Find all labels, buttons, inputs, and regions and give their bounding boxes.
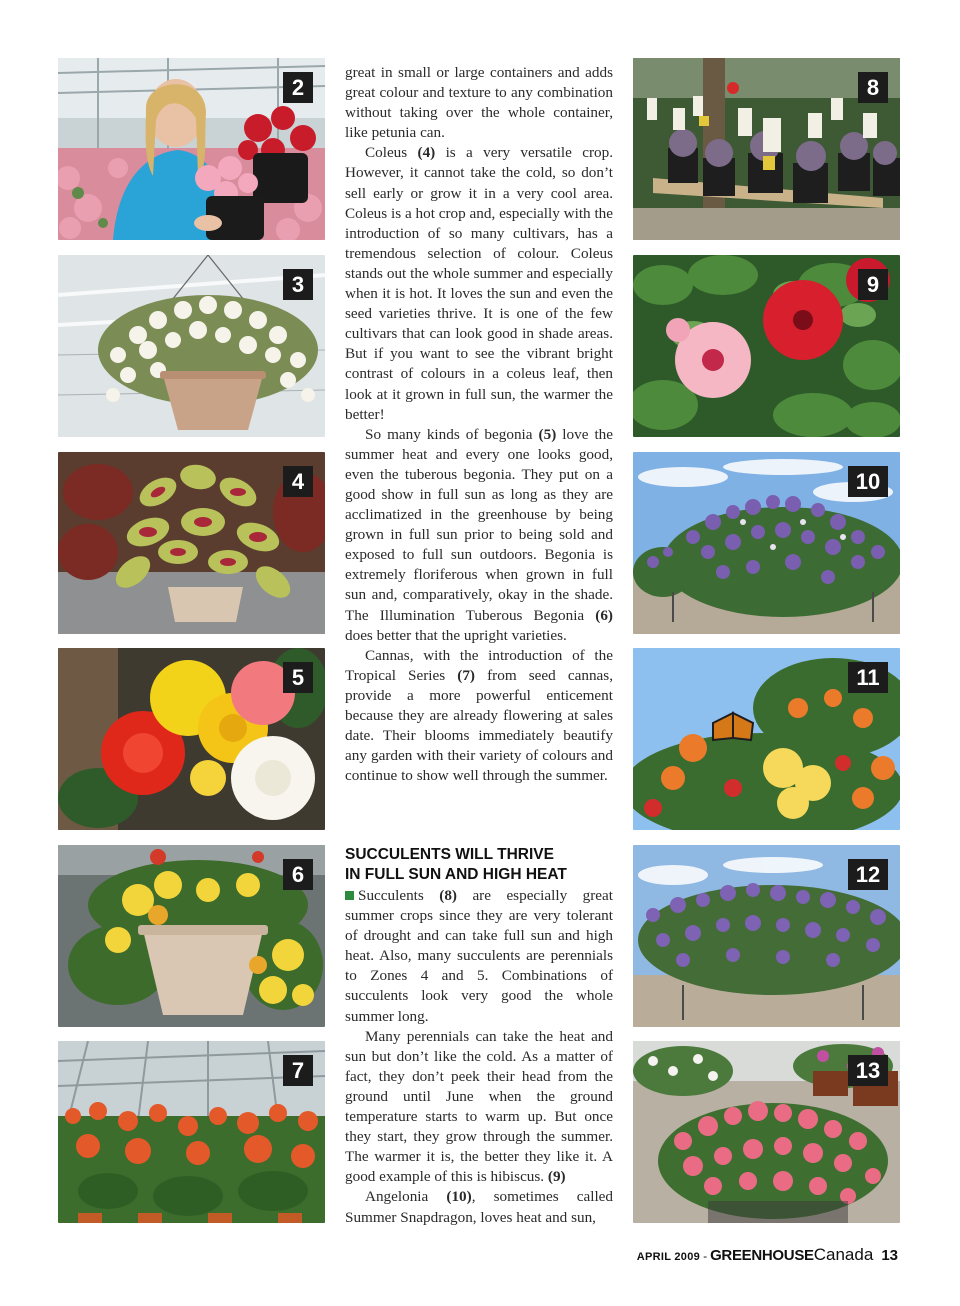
article-paragraph: Coleus (4) is a very versatile crop. However, it cannot take the cold, so don’t sell early or grow it in a very cool area. Coleus is a hot crop and, especially with the introduction of so many cultivars, has a tremendous selection of colour. Coleus stands out the whole summer and especially when it is hot. It loves the sun and even the seed varieties thrive. It is one of the few cultivars that can look good in shade areas. But if you want to see the vibrant bright contrast of colours in a coleus leaf, then look at it grown in full sun, the warmer the better! xyxy=(345,144,613,423)
photo-5-begonia-blooms xyxy=(58,648,325,830)
photo-4-coleus-basket xyxy=(58,452,325,634)
article-column-bottom xyxy=(345,845,613,1228)
photo-number-badge: 7 xyxy=(283,1055,313,1086)
photo-number-badge: 4 xyxy=(283,466,313,497)
photo-9-hibiscus xyxy=(633,255,900,437)
photo-number-badge: 2 xyxy=(283,72,313,103)
magazine-name: GREENHOUSE xyxy=(710,1247,814,1264)
page-number: 13 xyxy=(881,1247,898,1264)
photo-number-badge: 9 xyxy=(858,269,888,300)
article-paragraph: Succulents (8) are especially great summer crops since they are very tolerant of drought and can take full sun and high heat. Also, many succulents are perennials to Zones 4 and 5. Combinations of succulents look very good the whole summer long. xyxy=(345,887,613,1025)
photo-number-badge: 12 xyxy=(848,859,888,890)
photo-number-badge: 8 xyxy=(858,72,888,103)
green-square-bullet-icon xyxy=(345,891,354,900)
photo-number-badge: 10 xyxy=(848,466,888,497)
photo-8-succulents xyxy=(633,58,900,240)
photo-number-badge: 3 xyxy=(283,269,313,300)
photo-10-angelonia xyxy=(633,452,900,634)
article-paragraph: Cannas, with the introduction of the Tropical Series (7) from seed cannas, provide a more powerful enticement because they are already flowering at sales date. Their blooms immediately beautify any garden with their variety of colours and continue to show well through the summer. xyxy=(345,646,613,785)
photo-11-lantana-butterfly xyxy=(633,648,900,830)
section-heading: SUCCULENTS WILL THRIVE IN FULL SUN AND HIGH HEAT xyxy=(345,846,567,883)
magazine-name-suffix: Canada xyxy=(813,1245,874,1264)
footer-separator: - xyxy=(703,1249,708,1263)
photo-6-tuberous-begonia-basket xyxy=(58,845,325,1027)
article-paragraph: Angelonia (10), sometimes called Summer Snapdragon, loves heat and sun, xyxy=(345,1188,614,1226)
article-paragraph: great in small or large containers and adds great colour and texture to any combination without taking over the whole container, like petunia can. xyxy=(345,64,613,142)
photo-2-woman-with-petunias xyxy=(58,58,325,240)
photo-number-badge: 13 xyxy=(848,1055,888,1086)
photo-number-badge: 11 xyxy=(848,662,888,693)
photo-7-cannas-greenhouse xyxy=(58,1041,325,1223)
photo-number-badge: 6 xyxy=(283,859,313,890)
photo-number-badge: 5 xyxy=(283,662,313,693)
photo-3-hanging-basket-white xyxy=(58,255,325,437)
article-paragraph: So many kinds of begonia (5) love the summer heat and every one looks good, even the tuberous begonia. They put on a good show in full sun as long as they are acclimatized in the greenhouse by being grown in full sun prior to being sold and exposed to full sun outdoors. Begonia is extremely floriferous when grown in full sun and, comparatively, okay in the shade. The Illumination Tuberous Begonia (6) does better that the upright varieties. xyxy=(345,425,614,644)
article-column-top xyxy=(345,63,613,786)
photo-13-pink-bloom-planters xyxy=(633,1041,900,1223)
issue-date: APRIL 2009 xyxy=(636,1251,701,1263)
article-paragraph: Many perennials can take the heat and sun but don’t like the cold. As a matter of fact, they don’t peek their head from the ground until June when the ground temperature starts to warm up. But once they start, they grow through the summer. The warmer it is, the better they like it. A good example of this is hibiscus. (9) xyxy=(345,1027,613,1186)
photo-12-purple-plants xyxy=(633,845,900,1027)
page-footer xyxy=(637,1245,898,1265)
